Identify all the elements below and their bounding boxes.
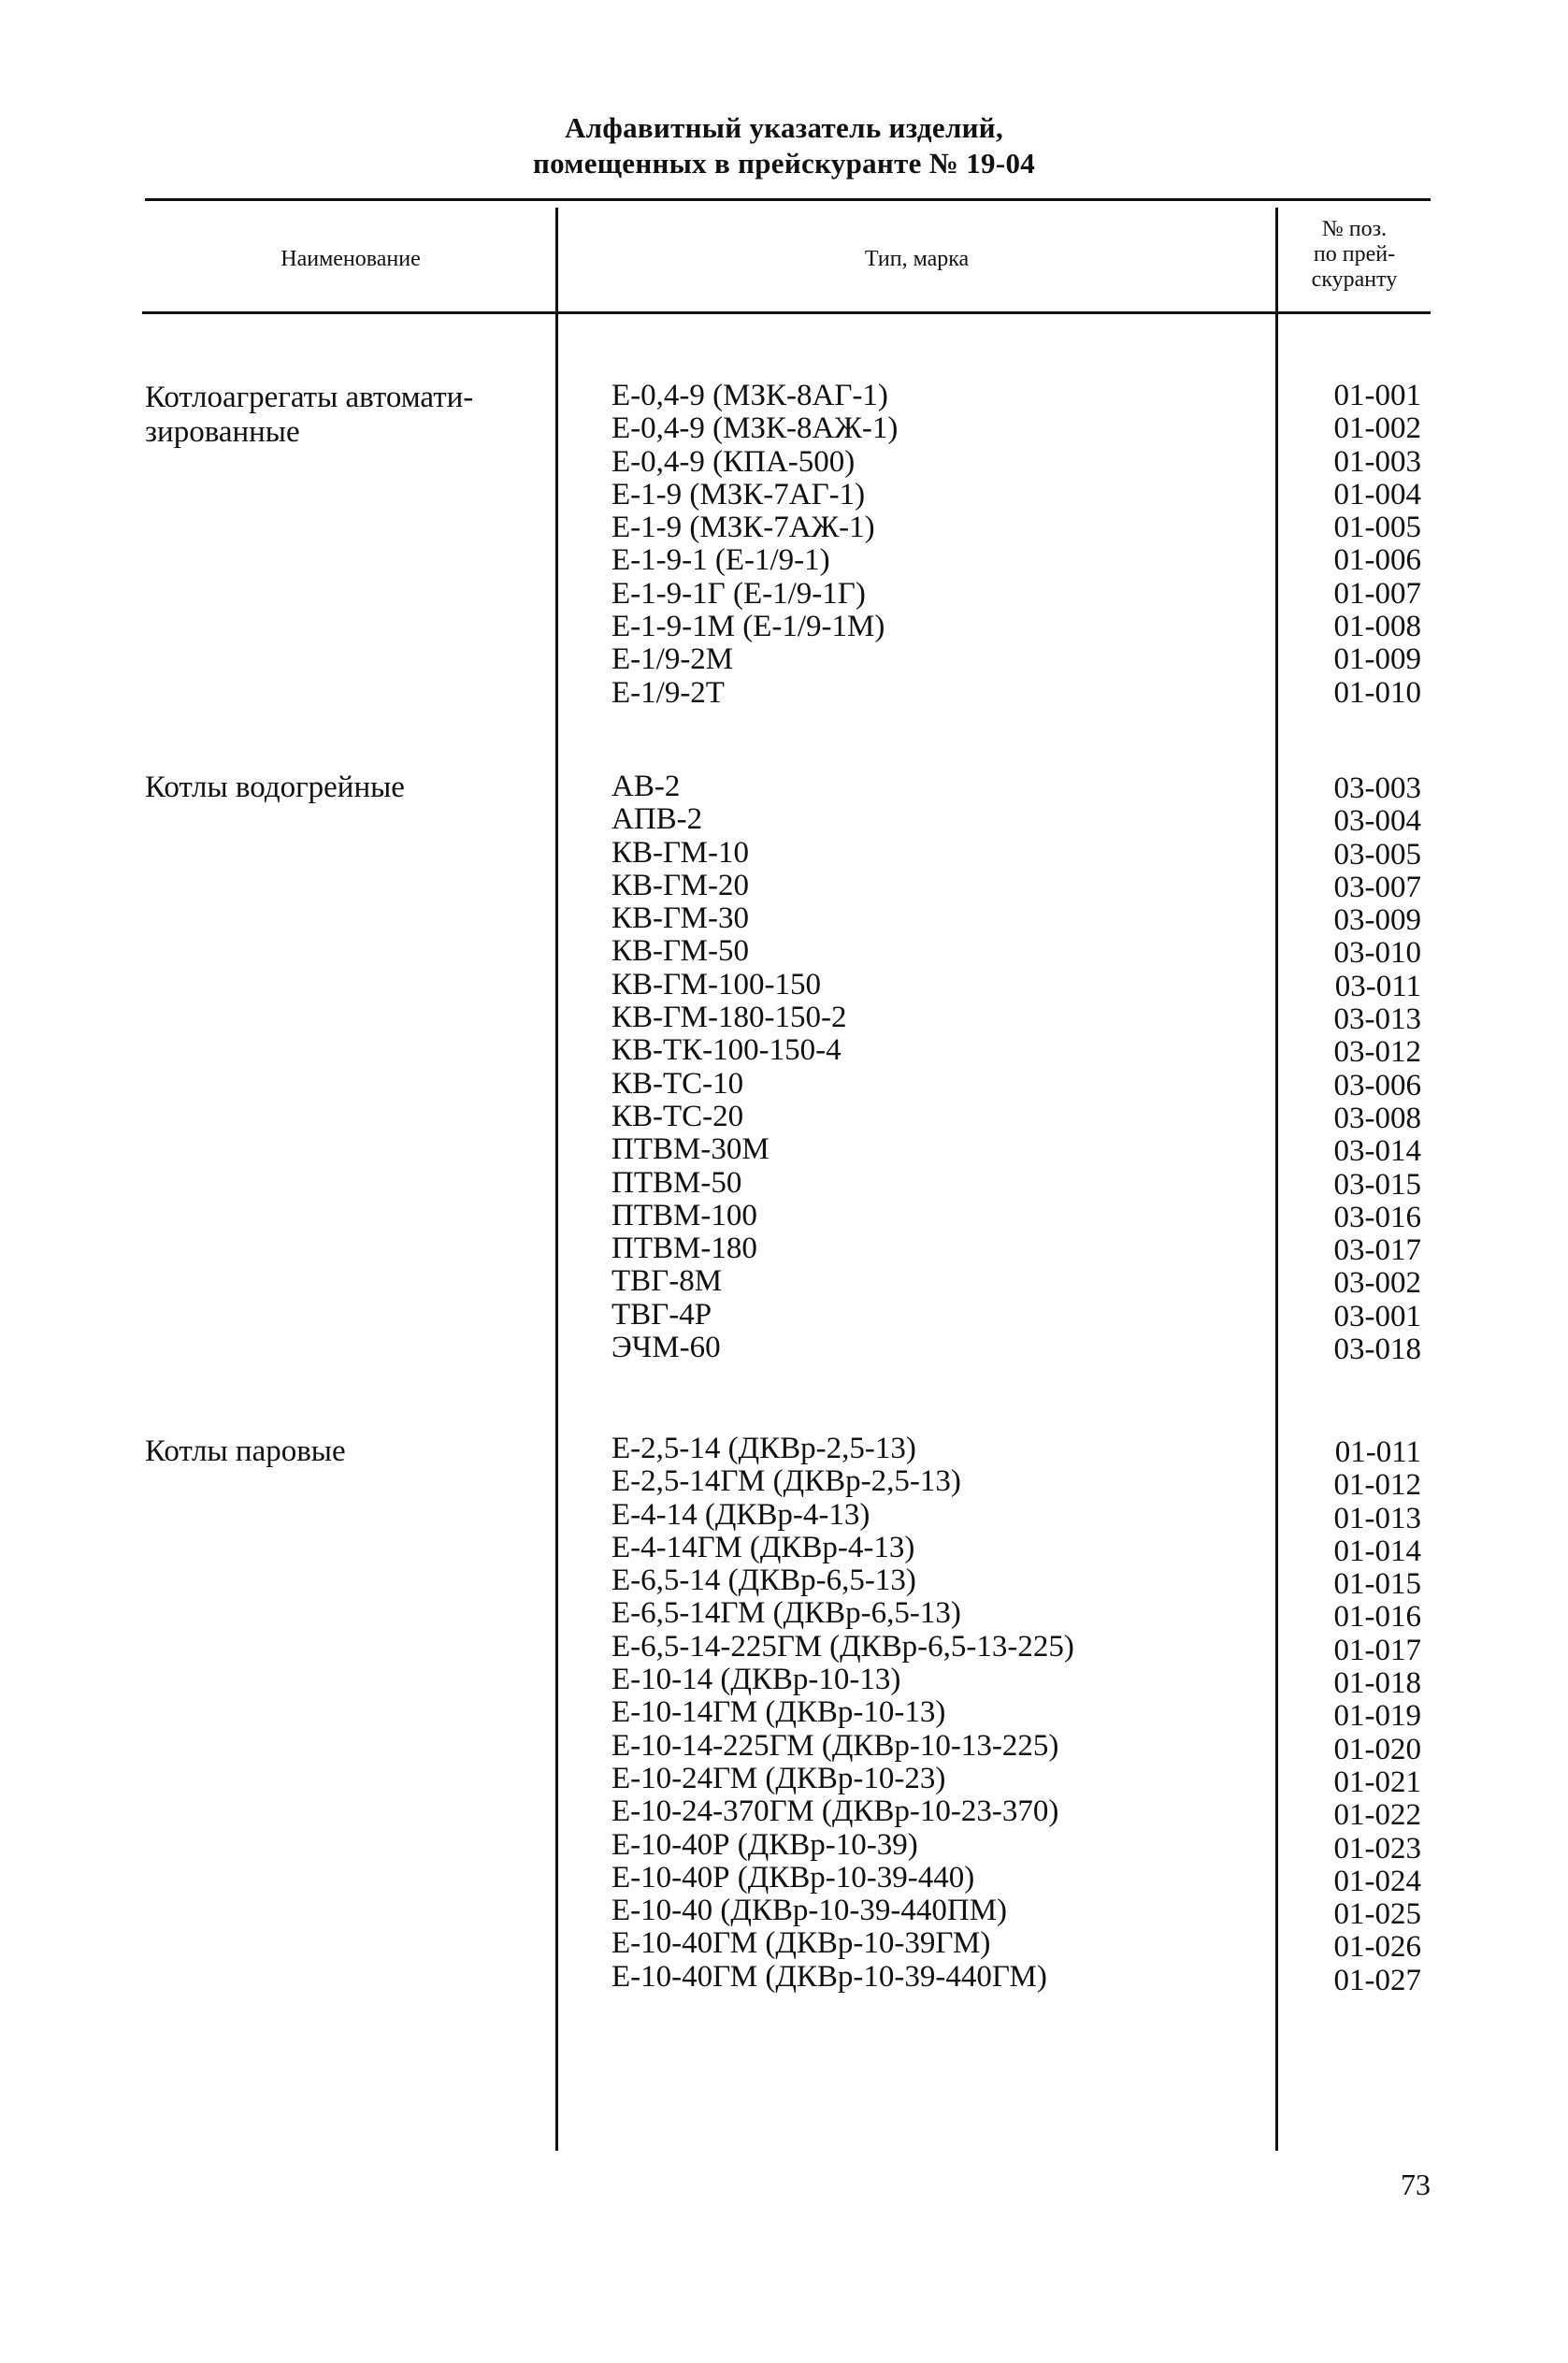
item-type: Е-1-9 (МЗК-7АГ-1) <box>611 477 866 512</box>
item-code: 03-017 <box>1333 1233 1421 1268</box>
group-name-1 <box>145 381 547 450</box>
header-position-line-3: скуранту <box>1311 267 1398 292</box>
column-divider-left <box>555 208 558 2151</box>
item-code: 01-025 <box>1333 1897 1421 1932</box>
item-type: ТВГ-4Р <box>611 1297 712 1332</box>
page-title <box>0 110 1568 181</box>
item-code: 01-002 <box>1333 411 1421 446</box>
item-type: Е-10-24ГМ (ДКВр-10-23) <box>611 1761 946 1795</box>
item-code: 01-008 <box>1333 610 1421 644</box>
header-position-line-1: № поз. <box>1321 217 1388 241</box>
item-type: Е-1/9-2Т <box>611 675 725 710</box>
column-divider-right <box>1275 208 1278 2151</box>
item-type: Е-2,5-14ГМ (ДКВр-2,5-13) <box>611 1464 961 1499</box>
item-code: 03-008 <box>1333 1101 1421 1135</box>
group-name-line: зированные <box>145 415 300 449</box>
item-code: 01-014 <box>1333 1534 1421 1568</box>
item-type: КВ-ТС-20 <box>611 1099 744 1133</box>
item-code: 01-009 <box>1333 642 1421 677</box>
header-position <box>1278 217 1431 293</box>
item-code: 03-016 <box>1333 1200 1421 1234</box>
item-type: Е-10-40Р (ДКВр-10-39) <box>611 1827 918 1862</box>
item-type: Е-10-40Р (ДКВр-10-39-440) <box>611 1860 975 1895</box>
header-position-line-2: по прей- <box>1313 242 1396 267</box>
item-type: Е-1-9-1Г (Е-1/9-1Г) <box>611 576 866 611</box>
item-type: Е-0,4-9 (МЗК-8АГ-1) <box>611 379 888 412</box>
title-line-1: Алфавитный указатель изделий, <box>564 111 1004 144</box>
item-code: 01-012 <box>1333 1468 1421 1503</box>
type-list-2 <box>611 771 1266 1364</box>
item-code: 01-021 <box>1333 1765 1421 1799</box>
title-line-2: помещенных в прейскуранте № 19-04 <box>532 147 1036 180</box>
item-type: Е-2,5-14 (ДКВр-2,5-13) <box>611 1432 916 1465</box>
item-type: Е-10-14-225ГМ (ДКВр-10-13-225) <box>611 1728 1059 1763</box>
item-code: 01-016 <box>1333 1600 1421 1635</box>
item-type: КВ-ГМ-50 <box>611 934 749 969</box>
item-type: Е-4-14ГМ (ДКВр-4-13) <box>611 1530 915 1564</box>
item-code: 03-009 <box>1333 903 1421 938</box>
item-type: Е-10-14ГМ (ДКВр-10-13) <box>611 1695 946 1730</box>
item-type: Е-1-9-1М (Е-1/9-1М) <box>611 610 885 644</box>
item-code: 03-002 <box>1333 1266 1421 1301</box>
item-type: Е-10-40ГМ (ДКВр-10-39-440ГМ) <box>611 1959 1047 1994</box>
item-type: КВ-ГМ-100-150 <box>611 967 821 1001</box>
header-bottom-rule <box>142 311 1431 314</box>
item-type: ЭЧМ-60 <box>611 1331 721 1365</box>
item-type: Е-6,5-14ГМ (ДКВр-6,5-13) <box>611 1596 961 1631</box>
item-code: 01-017 <box>1333 1633 1421 1667</box>
item-type: ТВГ-8М <box>611 1264 723 1299</box>
item-type: КВ-ГМ-30 <box>611 901 749 936</box>
table-top-rule <box>145 198 1431 201</box>
type-list-3 <box>611 1433 1266 1994</box>
code-list-1 <box>1281 380 1421 710</box>
item-code: 03-006 <box>1333 1068 1421 1102</box>
item-code: 01-010 <box>1333 675 1421 710</box>
item-type: КВ-ГМ-20 <box>611 868 749 902</box>
item-code: 01-026 <box>1333 1930 1421 1965</box>
item-type: КВ-ТК-100-150-4 <box>611 1033 842 1068</box>
item-code: 03-014 <box>1333 1134 1421 1169</box>
item-code: 03-001 <box>1333 1299 1421 1333</box>
type-list-1 <box>611 380 1266 710</box>
item-code: 01-003 <box>1333 444 1421 479</box>
code-list-2 <box>1281 772 1421 1366</box>
header-name: Наименование <box>281 247 421 271</box>
item-code: 01-027 <box>1333 1963 1421 1997</box>
item-code: 01-023 <box>1333 1831 1421 1866</box>
item-code: 01-020 <box>1333 1732 1421 1766</box>
group-name-2 <box>145 771 547 805</box>
item-code: 01-024 <box>1333 1864 1421 1898</box>
item-code: 01-007 <box>1333 576 1421 611</box>
item-code: 01-005 <box>1333 511 1421 545</box>
item-type: Е-10-14 (ДКВр-10-13) <box>611 1663 901 1697</box>
item-type: АВ-2 <box>611 770 681 803</box>
item-code: 03-003 <box>1333 771 1421 805</box>
item-code: 03-015 <box>1333 1167 1421 1202</box>
item-code: 03-011 <box>1334 969 1421 1003</box>
code-list-3 <box>1281 1436 1421 1997</box>
item-code: 01-006 <box>1333 543 1421 578</box>
item-type: ПТВМ-100 <box>611 1198 757 1232</box>
item-type: Е-10-40 (ДКВр-10-39-440ПМ) <box>611 1894 1008 1928</box>
group-name-line: Котлы паровые <box>145 1434 346 1468</box>
item-code: 01-015 <box>1333 1567 1421 1602</box>
group-name-3 <box>145 1434 547 1469</box>
item-type: АПВ-2 <box>611 802 703 837</box>
item-type: ПТВМ-180 <box>611 1232 757 1266</box>
header-type: Тип, марка <box>864 247 970 271</box>
item-type: КВ-ТС-10 <box>611 1066 744 1101</box>
item-type: Е-1-9-1 (Е-1/9-1) <box>611 543 830 578</box>
item-code: 03-013 <box>1333 1002 1421 1037</box>
item-code: 03-018 <box>1333 1333 1421 1367</box>
item-code: 01-013 <box>1333 1501 1421 1535</box>
item-code: 03-004 <box>1333 804 1421 839</box>
item-type: Е-0,4-9 (КПА-500) <box>611 444 856 479</box>
item-type: КВ-ГМ-10 <box>611 835 749 870</box>
item-code: 01-011 <box>1334 1435 1421 1469</box>
item-type: Е-1/9-2М <box>611 642 734 677</box>
group-name-line: Котлоагрегаты автомати- <box>145 381 474 414</box>
item-type: Е-1-9 (МЗК-7АЖ-1) <box>611 511 875 545</box>
item-type: Е-6,5-14 (ДКВр-6,5-13) <box>611 1563 916 1598</box>
item-code: 01-004 <box>1333 477 1421 512</box>
item-code: 03-007 <box>1333 870 1421 904</box>
group-name-line: Котлы водогрейные <box>145 771 405 804</box>
item-type: КВ-ГМ-180-150-2 <box>611 1001 847 1035</box>
item-code: 01-019 <box>1333 1699 1421 1734</box>
item-type: Е-4-14 (ДКВр-4-13) <box>611 1497 870 1532</box>
item-type: ПТВМ-50 <box>611 1165 742 1200</box>
item-code: 03-005 <box>1333 837 1421 872</box>
item-code: 01-001 <box>1333 379 1421 412</box>
item-code: 01-018 <box>1333 1666 1421 1701</box>
item-code: 01-022 <box>1333 1798 1421 1833</box>
item-type: Е-10-40ГМ (ДКВр-10-39ГМ) <box>611 1926 991 1961</box>
item-type: Е-10-24-370ГМ (ДКВр-10-23-370) <box>611 1794 1059 1829</box>
page-number: 73 <box>1401 2168 1431 2201</box>
item-type: Е-6,5-14-225ГМ (ДКВр-6,5-13-225) <box>611 1629 1074 1664</box>
item-type: Е-0,4-9 (МЗК-8АЖ-1) <box>611 411 899 446</box>
item-code: 03-012 <box>1333 1035 1421 1070</box>
item-type: ПТВМ-30М <box>611 1132 770 1167</box>
item-code: 03-010 <box>1333 936 1421 971</box>
